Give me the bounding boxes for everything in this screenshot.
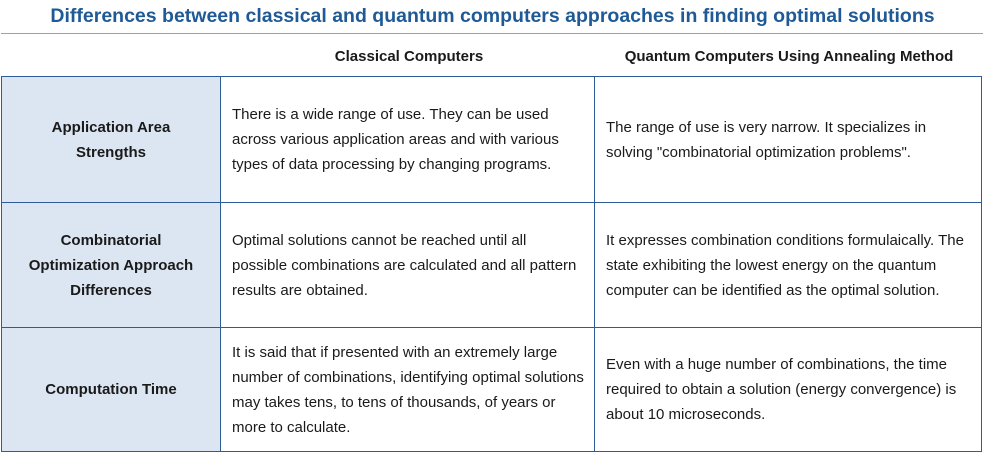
row-header-label: Computation Time (45, 381, 177, 398)
cell-text: There is a wide range of use. They can be used across various application areas and with various types of data processing by changing programs. (232, 106, 559, 173)
title-divider (1, 33, 983, 34)
cell-classical-application-area (221, 77, 595, 203)
cell-classical-computation-time (221, 328, 595, 451)
comparison-table (1, 76, 982, 452)
cell-text: Even with a huge number of combinations, the time required to obtain a solution (energy convergence) is about 10 microseconds. (606, 356, 957, 423)
row-header-application-area (2, 77, 221, 203)
column-header-classical: Classical Computers (334, 48, 484, 65)
row-header-computation-time (2, 328, 221, 451)
cell-classical-optimization-approach (221, 203, 595, 328)
cell-text: It is said that if presented with an extremely large number of combinations, identifying optimal solutions may takes tens, to tens of thousands, of years or more to calculate. (232, 343, 584, 436)
cell-text: It expresses combination conditions formulaically. The state exhibiting the lowest energy on the quantum computer can be identified as the optimal solution. (606, 231, 964, 299)
cell-quantum-optimization-approach (595, 203, 981, 328)
cell-quantum-application-area (595, 77, 981, 203)
row-header-optimization-approach (2, 203, 221, 328)
cell-text: Optimal solutions cannot be reached until all possible combinations are calculated and all pattern results are obtained. (232, 231, 577, 299)
column-header-quantum: Quantum Computers Using Annealing Method (624, 48, 954, 65)
cell-text: The range of use is very narrow. It specializes in solving "combinatorial optimization problems". (606, 118, 927, 161)
page-title: Differences between classical and quantum computers approaches in finding optimal solutions (50, 5, 935, 27)
row-header-label: Application Area Strengths (51, 118, 171, 161)
row-header-label: Combinatorial Optimization Approach Differences (28, 231, 194, 299)
cell-quantum-computation-time (595, 328, 981, 451)
